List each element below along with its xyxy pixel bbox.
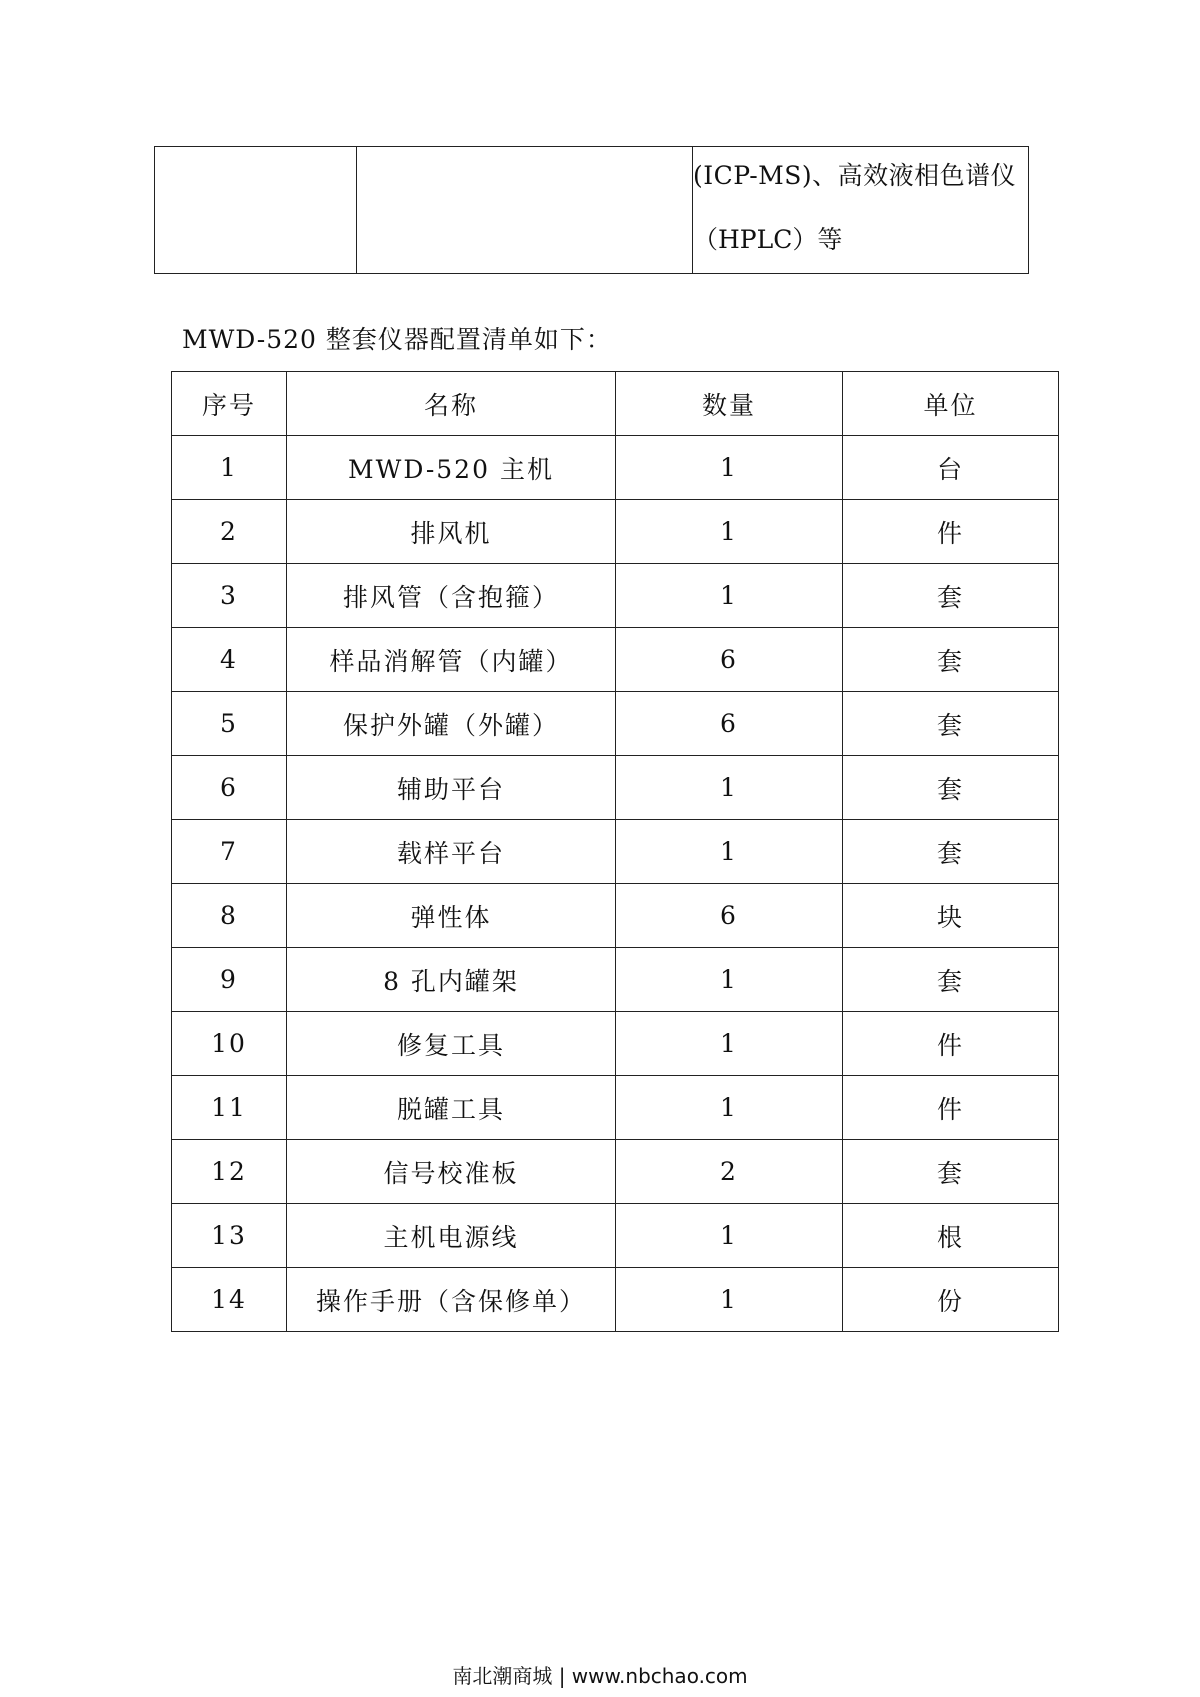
cell-qty: 1 bbox=[616, 948, 843, 1012]
cell-unit: 套 bbox=[843, 948, 1059, 1012]
cell-unit: 件 bbox=[843, 1012, 1059, 1076]
cell-qty: 1 bbox=[616, 1076, 843, 1140]
cell-unit: 件 bbox=[843, 500, 1059, 564]
cell-name: 信号校准板 bbox=[287, 1140, 616, 1204]
instrument-text-line-2: （HPLC）等 bbox=[693, 225, 843, 254]
cell-unit: 台 bbox=[843, 436, 1059, 500]
cell-name: 排风管（含抱箍） bbox=[287, 564, 616, 628]
cell-unit: 份 bbox=[843, 1268, 1059, 1332]
table-row bbox=[172, 628, 1059, 692]
cell-name: 保护外罐（外罐） bbox=[287, 692, 616, 756]
cell-name: 脱罐工具 bbox=[287, 1076, 616, 1140]
table-row bbox=[155, 147, 1029, 274]
cell-qty: 1 bbox=[616, 1268, 843, 1332]
cell-no: 1 bbox=[172, 436, 287, 500]
header-unit: 单位 bbox=[843, 372, 1059, 436]
cell-qty: 1 bbox=[616, 1204, 843, 1268]
cell-qty: 1 bbox=[616, 436, 843, 500]
cell-name: 弹性体 bbox=[287, 884, 616, 948]
table-row bbox=[172, 500, 1059, 564]
site-footer: 南北潮商城 | www.nbchao.com bbox=[452, 1664, 748, 1688]
cell-name: 修复工具 bbox=[287, 1012, 616, 1076]
table-row bbox=[172, 1268, 1059, 1332]
cell-no: 12 bbox=[172, 1140, 287, 1204]
table-row bbox=[172, 884, 1059, 948]
instrument-text-line-1: (ICP-MS)、高效液相色谱仪 bbox=[693, 161, 1017, 190]
cell-unit: 套 bbox=[843, 756, 1059, 820]
cell-unit: 套 bbox=[843, 1140, 1059, 1204]
table-row bbox=[172, 692, 1059, 756]
cell-qty: 1 bbox=[616, 820, 843, 884]
cell-no: 2 bbox=[172, 500, 287, 564]
instrument-cell bbox=[693, 147, 1029, 274]
cell-no: 5 bbox=[172, 692, 287, 756]
empty-cell bbox=[357, 147, 693, 274]
continued-table-fragment bbox=[154, 146, 1029, 274]
cell-name: 8 孔内罐架 bbox=[287, 948, 616, 1012]
cell-unit: 件 bbox=[843, 1076, 1059, 1140]
cell-name: 主机电源线 bbox=[287, 1204, 616, 1268]
cell-unit: 套 bbox=[843, 628, 1059, 692]
cell-unit: 套 bbox=[843, 692, 1059, 756]
cell-unit: 套 bbox=[843, 820, 1059, 884]
table-row bbox=[172, 948, 1059, 1012]
cell-no: 10 bbox=[172, 1012, 287, 1076]
cell-name: 辅助平台 bbox=[287, 756, 616, 820]
cell-name: 样品消解管（内罐） bbox=[287, 628, 616, 692]
cell-qty: 6 bbox=[616, 692, 843, 756]
cell-name: 排风机 bbox=[287, 500, 616, 564]
header-name: 名称 bbox=[287, 372, 616, 436]
header-no: 序号 bbox=[172, 372, 287, 436]
table-row bbox=[172, 1076, 1059, 1140]
cell-unit: 根 bbox=[843, 1204, 1059, 1268]
cell-qty: 1 bbox=[616, 500, 843, 564]
cell-qty: 1 bbox=[616, 1012, 843, 1076]
cell-qty: 1 bbox=[616, 564, 843, 628]
empty-cell bbox=[155, 147, 357, 274]
header-row bbox=[172, 372, 1059, 436]
cell-no: 8 bbox=[172, 884, 287, 948]
table-row bbox=[172, 1204, 1059, 1268]
table-row bbox=[172, 1140, 1059, 1204]
table-row bbox=[172, 436, 1059, 500]
cell-no: 14 bbox=[172, 1268, 287, 1332]
cell-no: 4 bbox=[172, 628, 287, 692]
table-row bbox=[172, 756, 1059, 820]
cell-qty: 2 bbox=[616, 1140, 843, 1204]
cell-no: 11 bbox=[172, 1076, 287, 1140]
cell-name: MWD-520 主机 bbox=[287, 436, 616, 500]
cell-no: 3 bbox=[172, 564, 287, 628]
cell-qty: 1 bbox=[616, 756, 843, 820]
cell-no: 7 bbox=[172, 820, 287, 884]
cell-name: 操作手册（含保修单） bbox=[287, 1268, 616, 1332]
cell-no: 13 bbox=[172, 1204, 287, 1268]
header-qty: 数量 bbox=[616, 372, 843, 436]
table-row bbox=[172, 1012, 1059, 1076]
cell-no: 6 bbox=[172, 756, 287, 820]
table-row bbox=[172, 820, 1059, 884]
cell-unit: 块 bbox=[843, 884, 1059, 948]
cell-qty: 6 bbox=[616, 628, 843, 692]
cell-no: 9 bbox=[172, 948, 287, 1012]
cell-qty: 6 bbox=[616, 884, 843, 948]
cell-unit: 套 bbox=[843, 564, 1059, 628]
table-row bbox=[172, 564, 1059, 628]
config-table bbox=[171, 371, 1059, 1332]
config-list-intro: MWD-520 整套仪器配置清单如下： bbox=[182, 325, 612, 354]
cell-name: 载样平台 bbox=[287, 820, 616, 884]
